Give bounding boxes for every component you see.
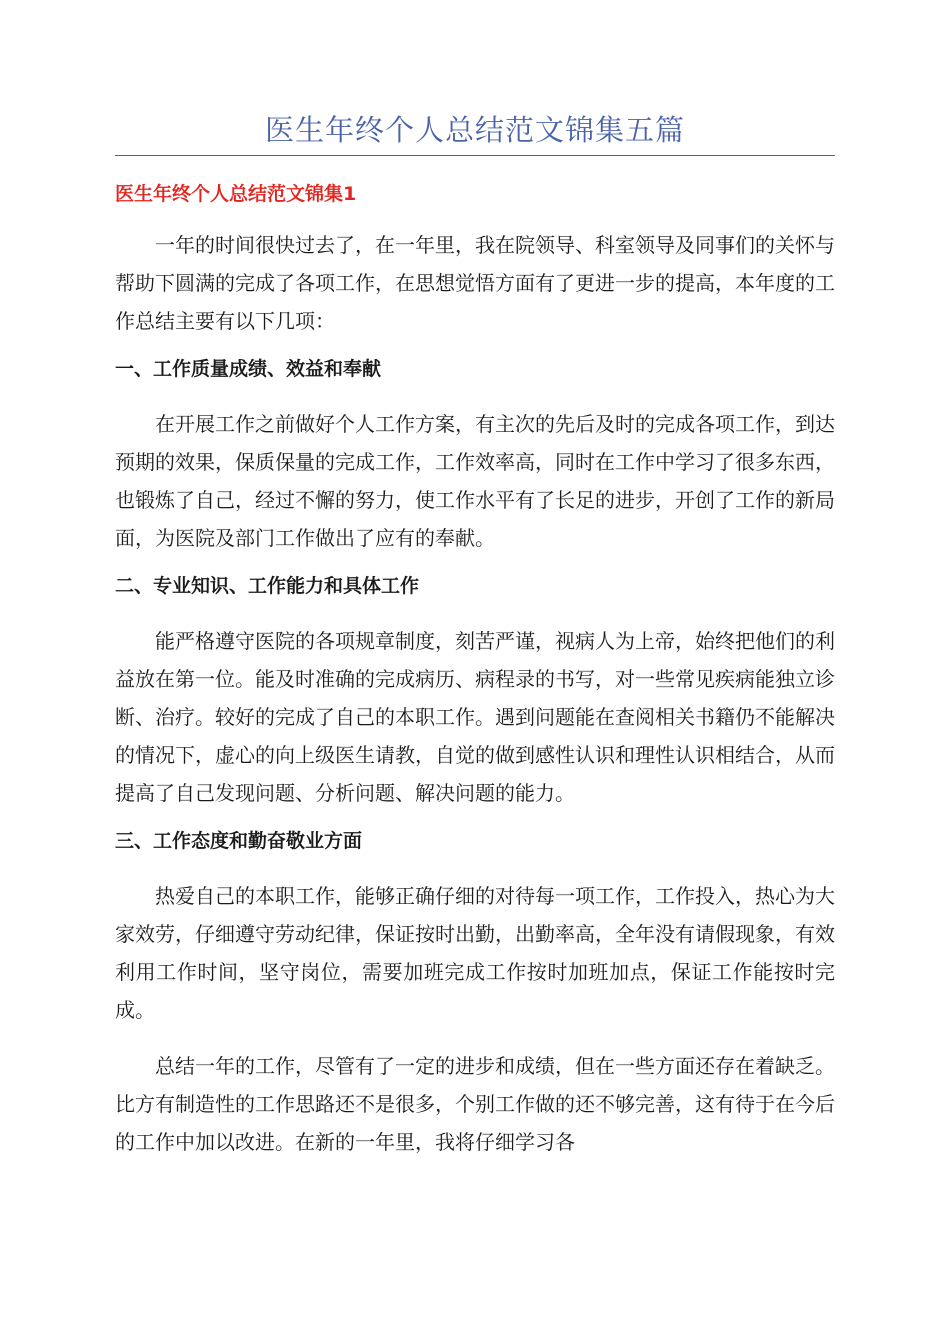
title-underline [115, 155, 835, 156]
heading-quality: 一、工作质量成绩、效益和奉献 [115, 358, 382, 380]
paragraph-quality: 在开展工作之前做好个人工作方案，有主次的先后及时的完成各项工作，到达预期的效果，保质保量的完成工作，工作效率高，同时在工作中学习了很多东西，也锻炼了自己，经过不懈的努力，使工作水平有了长足的进步，开创了工作的新局面，为医院及部门工作做出了应有的奉献。 [115, 412, 835, 550]
intro-paragraph: 一年的时间很快过去了，在一年里，我在院领导、科室领导及同事们的关怀与帮助下圆满的完成了各项工作，在思想觉悟方面有了更进一步的提高，本年度的工作总结主要有以下几项： [115, 233, 835, 333]
paragraph-attitude: 热爱自己的本职工作，能够正确仔细的对待每一项工作，工作投入，热心为大家效劳，仔细遵守劳动纪律，保证按时出勤，出勤率高，全年没有请假现象，有效利用工作时间，坚守岗位，需要加班完成工作按时加班加点，保证工作能按时完成。 [115, 884, 835, 1022]
paragraph-knowledge: 能严格遵守医院的各项规章制度，刻苦严谨，视病人为上帝，始终把他们的利益放在第一位。能及时准确的完成病历、病程录的书写，对一些常见疾病能独立诊断、治疗。较好的完成了自己的本职工作。遇到问题能在查阅相关书籍仍不能解决的情况下，虚心的向上级医生请教，自觉的做到感性认识和理性认识相结合，从而提高了自己发现问题、分析问题、解决问题的能力。 [115, 629, 835, 805]
heading-knowledge: 二、专业知识、工作能力和具体工作 [115, 575, 420, 597]
document-title: 医生年终个人总结范文锦集五篇 [264, 113, 685, 147]
document-page [115, 108, 835, 1161]
section-title: 医生年终个人总结范文锦集1 [115, 183, 357, 205]
paragraph-summary: 总结一年的工作，尽管有了一定的进步和成绩，但在一些方面还存在着缺乏。比方有制造性的工作思路还不是很多，个别工作做的还不够完善，这有待于在今后的工作中加以改进。在新的一年里，我将仔细学习各 [115, 1054, 835, 1154]
heading-attitude: 三、工作态度和勤奋敬业方面 [115, 830, 363, 852]
